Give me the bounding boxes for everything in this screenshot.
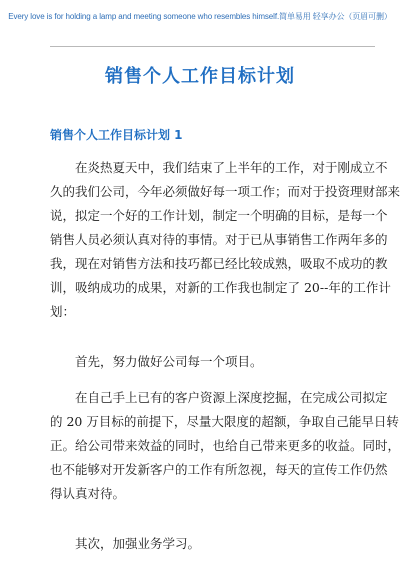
document-title: 销售个人工作目标计划 [105, 66, 295, 87]
paragraph-line: 也不能够对开发新客户的工作有所忽视，每天的宣传工作仍然 [50, 462, 388, 477]
section-heading: 销售个人工作目标计划 1 [50, 128, 183, 142]
paragraph-line: 在炎热夏天中，我们结束了上半年的工作，对于刚成立不 [50, 160, 388, 175]
paragraph-line: 首先，努力做好公司每一个项目。 [50, 354, 263, 369]
paragraph-3 [50, 386, 400, 506]
paragraph-line: 我，现在对销售方法和技巧都已经比较成熟，吸取不成功的教 [50, 256, 388, 271]
header-divider [50, 46, 375, 47]
paragraph-line: 训，吸纳成功的成果，对新的工作我也制定了 20--年的工作计 [50, 280, 391, 295]
paragraph-4 [50, 532, 380, 556]
paragraph-line: 销售人员必须认真对待的事情。对于已从事销售工作两年多的 [50, 232, 388, 247]
paragraph-line: 划： [50, 304, 76, 319]
paragraph-line: 久的我们公司，今年必须做好每一项工作；而对于投资理财部来 [50, 184, 400, 199]
paragraph-2 [50, 350, 380, 374]
paragraph-line: 其次，加强业务学习。 [50, 536, 201, 551]
paragraph-line: 得认真对待。 [50, 486, 126, 501]
paragraph-line: 说，拟定一个好的工作计划，制定一个明确的目标，是每一个 [50, 208, 388, 223]
page-header-tagline: Every love is for holding a lamp and meeting someone who resembles himself.简单易用 轻享办公（页眉可删） [8, 12, 392, 21]
paragraph-1 [50, 156, 400, 324]
paragraph-line: 的 20 万目标的前提下，尽量大限度的超额，争取自己能早日转 [50, 414, 399, 429]
paragraph-line: 在自己手上已有的客户资源上深度挖掘，在完成公司拟定 [50, 390, 388, 405]
paragraph-line: 正。给公司带来效益的同时，也给自己带来更多的收益。同时， [50, 438, 400, 453]
